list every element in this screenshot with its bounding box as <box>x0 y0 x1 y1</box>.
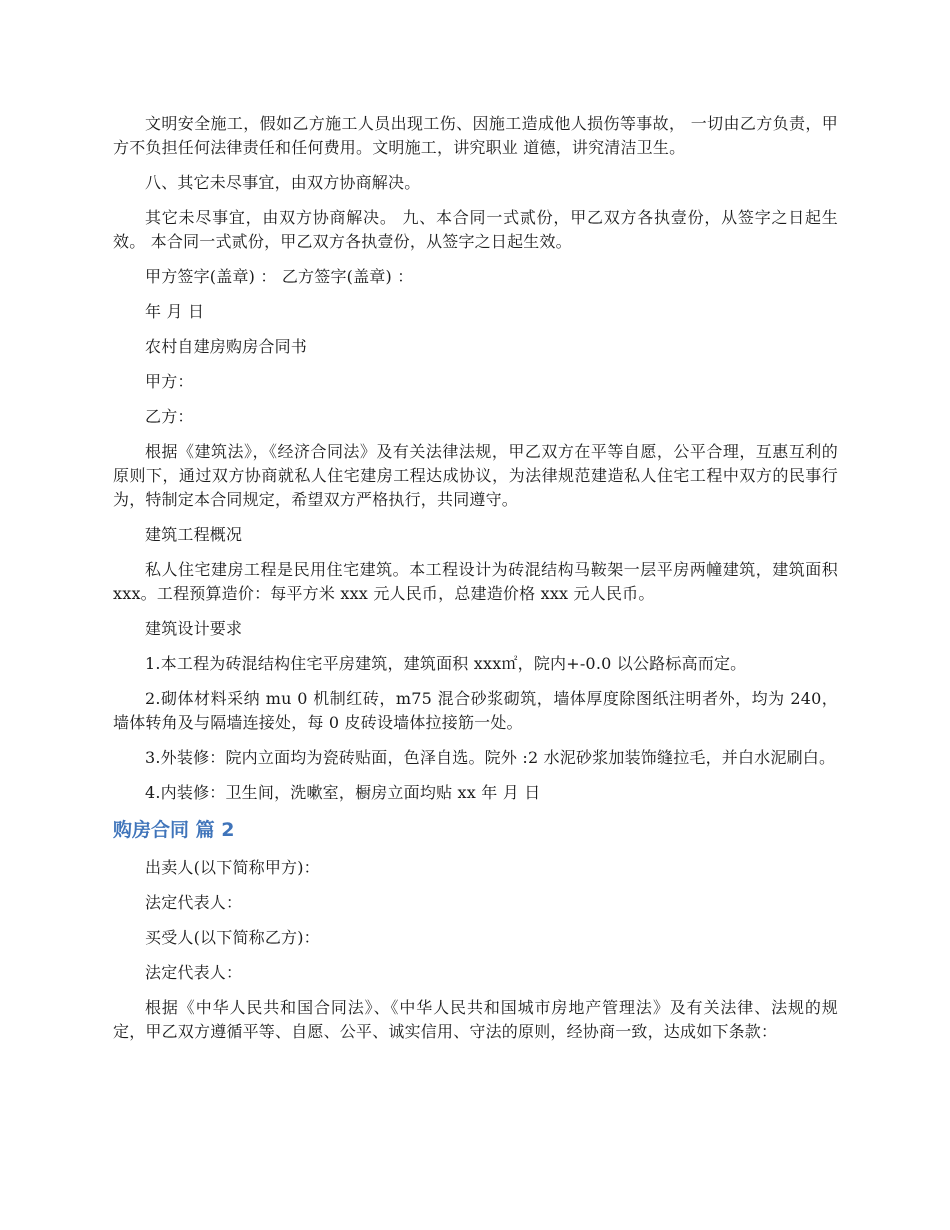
paragraph-requirement-2: 2.砌体材料采纳 mu 0 机制红砖，m75 混合砂浆砌筑，墙体厚度除图纸注明者外，均为 240，墙体转角及与隔墙连接处，每 0 皮砖设墙体拉接筋一处。 <box>113 689 838 732</box>
paragraph-party-b: 乙方： <box>145 407 194 426</box>
paragraph-design-requirements-title: 建筑设计要求 <box>145 619 243 638</box>
paragraph-buyer: 买受人(以下简称乙方)： <box>145 928 320 947</box>
paragraph-project-overview: 私人住宅建房工程是民用住宅建筑。本工程设计为砖混结构马鞍架一层平房两幢建筑，建筑面积 xxx。工程预算造价：每平方米 xxx 元人民币，总建造价格 xxx 元人民币。 <box>113 560 838 603</box>
paragraph-date: 年 月 日 <box>145 302 205 321</box>
section-heading: 购房合同 篇 2 <box>113 819 235 841</box>
paragraph-safety-clause: 文明安全施工，假如乙方施工人员出现工伤、因施工造成他人损伤等事故， 一切由乙方负责，甲方不负担任何法律责任和任何费用。文明施工，讲究职业 道德，讲究清洁卫生。 <box>113 114 838 157</box>
paragraph-project-overview-title: 建筑工程概况 <box>145 525 243 544</box>
paragraph-clause-nine: 其它未尽事宜，由双方协商解决。 九、本合同一式贰份，甲乙双方各执壹份，从签字之日起生效。 本合同一式贰份，甲乙双方各执壹份，从签字之日起生效。 <box>113 208 838 251</box>
paragraph-requirement-4: 4.内装修：卫生间，洗嗽室，橱房立面均贴 xx 年 月 日 <box>145 783 541 802</box>
paragraph-seller-representative: 法定代表人： <box>145 893 243 912</box>
paragraph-legal-basis: 根据《建筑法》，《经济合同法》及有关法律法规，甲乙双方在平等自愿，公平合理，互惠互利的原则下，通过双方协商就私人住宅建房工程达成协议，为法律规范建造私人住宅工程中双方的民事行为，特制定本合同规定，希望双方严格执行，共同遵守。 <box>113 442 838 509</box>
paragraph-buyer-representative: 法定代表人： <box>145 963 243 982</box>
paragraph-requirement-3: 3.外装修：院内立面均为瓷砖贴面，色泽自选。院外 :2 水泥砂浆加装饰缝拉毛，并白水泥刷白。 <box>145 748 836 767</box>
paragraph-contract-title: 农村自建房购房合同书 <box>145 337 308 356</box>
paragraph-party-a: 甲方： <box>145 372 194 391</box>
paragraph-clause-eight: 八、其它未尽事宜，由双方协商解决。 <box>145 173 421 192</box>
document-body <box>113 112 838 1055</box>
paragraph-requirement-1: 1.本工程为砖混结构住宅平房建筑，建筑面积 xxx㎡，院内+-0.0 以公路标高而定。 <box>145 654 747 673</box>
paragraph-signatures: 甲方签字(盖章) ： 乙方签字(盖章) ： <box>145 267 414 286</box>
paragraph-agreement-basis: 根据《中华人民共和国合同法》、《中华人民共和国城市房地产管理法》及有关法律、法规的规定，甲乙双方遵循平等、自愿、公平、诚实信用、守法的原则，经协商一致，达成如下条款： <box>113 998 838 1041</box>
paragraph-seller: 出卖人(以下简称甲方)： <box>145 858 320 877</box>
